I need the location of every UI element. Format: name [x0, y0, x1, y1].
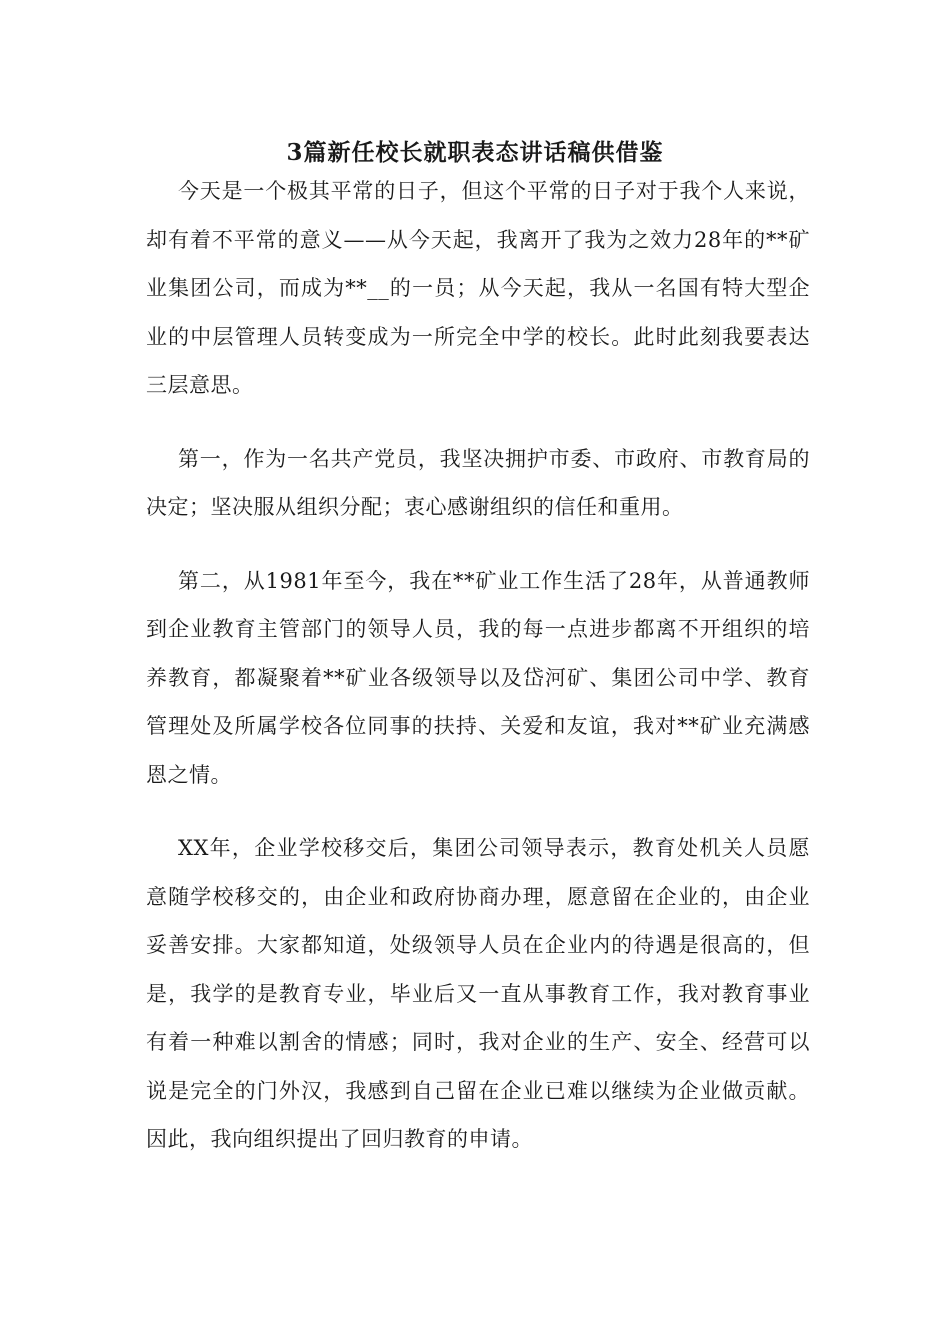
paragraph-4: XX年，企业学校移交后，集团公司领导表示，教育处机关人员愿意随学校移交的，由企业和政府协商办理，愿意留在企业的，由企业妥善安排。大家都知道，处级领导人员在企业内的待遇是很高的，但是，我学的是教育专业，毕业后又一直从事教育工作，我对教育事业有着一种难以割舍的情感；同时，我对企业的生产、安全、经营可以说是完全的门外汉，我感到自己留在企业已难以继续为企业做贡献。因此，我向组织提出了回归教育的申请。 [146, 836, 810, 1151]
paragraph-2: 第一，作为一名共产党员，我坚决拥护市委、市政府、市教育局的决定；坚决服从组织分配；衷心感谢组织的信任和重用。 [146, 446, 810, 519]
document-body [146, 167, 810, 1189]
document-title: 3篇新任校长就职表态讲话稿供借鉴 [286, 139, 664, 166]
paragraph-3: 第二，从1981年至今，我在**矿业工作生活了28年，从普通教师到企业教育主管部门的领导人员，我的每一点进步都离不开组织的培养教育，都凝聚着**矿业各级领导以及岱河矿、集团公司中学、教育管理处及所属学校各位同事的扶持、关爱和友谊，我对**矿业充满感恩之情。 [146, 568, 810, 787]
paragraph-1: 今天是一个极其平常的日子，但这个平常的日子对于我个人来说，却有着不平常的意义——从今天起，我离开了我为之效力28年的**矿业集团公司，而成为**__的一员；从今天起，我从一名国有特大型企业的中层管理人员转变成为一所完全中学的校长。此时此刻我要表达三层意思。 [146, 179, 810, 397]
